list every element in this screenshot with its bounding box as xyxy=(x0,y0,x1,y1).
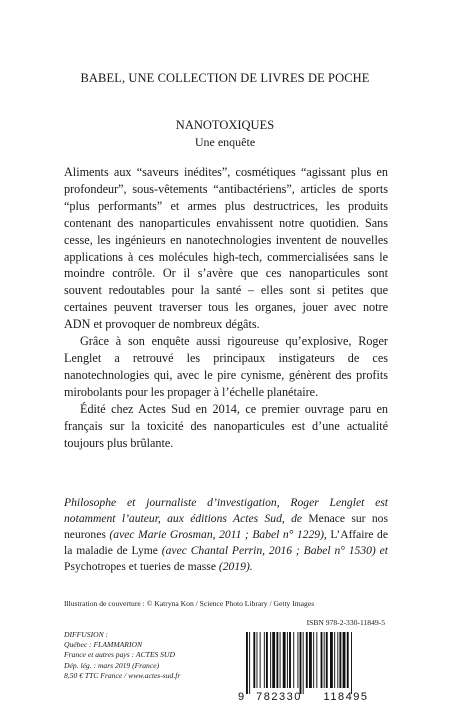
series-heading: BABEL, UNE COLLECTION DE LIVRES DE POCHE xyxy=(80,71,370,85)
bio-book-1: Menace sur nos neurones xyxy=(64,512,388,541)
barcode-bar xyxy=(276,632,278,688)
barcode-bar xyxy=(334,632,335,688)
barcode-digit-first: 9 xyxy=(238,691,245,702)
barcode-bar xyxy=(339,632,341,688)
barcode-bar xyxy=(270,632,271,688)
barcode-bar xyxy=(257,632,258,688)
blurb-paragraph-3: Édité chez Actes Sud en 2014, ce premier ouvrage paru en français sur la toxicité des nanoparticules est d’une actualité toujours plus brûlante. xyxy=(64,401,388,450)
barcode-bar xyxy=(326,632,328,688)
imprint-line-4: Dép. lég. : mars 2019 (France) xyxy=(64,660,160,670)
author-bio xyxy=(64,495,388,575)
barcode-bar xyxy=(316,632,317,688)
barcode-bar xyxy=(351,632,352,694)
bio-book-2: L’Affaire de la maladie de Lyme xyxy=(64,528,388,557)
barcode-bar xyxy=(303,632,304,694)
barcode-bar xyxy=(337,632,338,688)
barcode-bar xyxy=(347,632,349,688)
barcode-bar xyxy=(306,632,308,688)
imprint-line-2: Québec : FLAMMARION xyxy=(64,640,143,650)
barcode-bar xyxy=(321,632,323,688)
cover-credit: Illustration de couverture : © Katryna Kon / Science Photo Library / Getty Images xyxy=(64,599,315,608)
barcode-bar xyxy=(330,632,333,688)
barcode-bar xyxy=(260,632,261,688)
book-title: NANOTOXIQUES xyxy=(175,118,275,132)
blurb xyxy=(64,164,388,451)
barcode-bar xyxy=(287,632,288,688)
barcode-bar xyxy=(249,632,250,694)
barcode-bar xyxy=(280,632,281,688)
barcode-bar xyxy=(264,632,265,688)
barcode-bar xyxy=(289,632,291,688)
bio-note-3: (2019). xyxy=(218,560,253,573)
bio-note-1: (avec Marie Grosman, 2011 ; Babel n° 1229), xyxy=(109,528,327,541)
barcode-bar xyxy=(297,632,298,688)
bio-intro: Philosophe et journaliste d’investigation, Roger Lenglet est notamment l’auteur, aux éditions Actes Sud, de xyxy=(64,496,388,525)
isbn: ISBN 978-2-330-11849-5 xyxy=(306,618,385,627)
barcode-bar xyxy=(283,632,286,688)
book-subtitle: Une enquête xyxy=(194,135,256,149)
imprint xyxy=(64,630,180,681)
barcode-bar xyxy=(246,632,248,694)
barcode-bar xyxy=(266,632,268,688)
imprint-line-1: DIFFUSION : xyxy=(64,630,109,639)
bio-book-3: Psychotropes et tueries de masse xyxy=(64,560,216,573)
barcode-bar xyxy=(300,632,302,694)
barcode-bar xyxy=(293,632,294,688)
barcode-digits-right: 118495 xyxy=(323,691,369,702)
imprint-line-5: 8,50 € TTC France / www.actes-sud.fr xyxy=(64,670,181,680)
imprint-line-3: France et autres pays : ACTES SUD xyxy=(64,650,175,660)
barcode-digits-left: 782330 xyxy=(256,691,302,702)
barcode-bar xyxy=(253,632,255,688)
barcode-bar xyxy=(324,632,325,688)
barcode-bar xyxy=(272,632,275,688)
barcode-bar xyxy=(309,632,312,688)
blurb-paragraph-2: Grâce à son enquête aussi rigoureuse qu’explosive, Roger Lenglet a retrouvé les principaux instigateurs de ces nanotechnologies qui, avec le pire cynisme, génèrent des profits mirobolants pour les propager à l’échelle planétaire. xyxy=(64,334,388,399)
barcode-bar xyxy=(313,632,314,688)
barcode xyxy=(234,632,388,702)
bio-note-2: (avec Chantal Perrin, 2016 ; Babel n° 1530) et xyxy=(161,544,388,557)
barcode-bar xyxy=(343,632,346,688)
barcode-bars xyxy=(246,632,352,694)
blurb-paragraph-1: Aliments aux “saveurs inédites”, cosmétiques “agissant plus en profondeur”, sous-vêtements “antibactériens”, articles de sports “plus performants” et armes plus destructrices, les produits contenant des nanoparticules envahissent notre quotidien. Sans cesse, les ingénieurs en nanotechnologies inventent de nouvelles applications à ces molécules high-tech, commercialisées sans le moindre contrôle. Or il s’avère que ces nanoparticules sont souvent redoutables pour la santé – elles sont si petites que certaines peuvent traverser tous les organes, jouer avec notre ADN et provoquer de nombreux dégâts. xyxy=(64,165,388,332)
